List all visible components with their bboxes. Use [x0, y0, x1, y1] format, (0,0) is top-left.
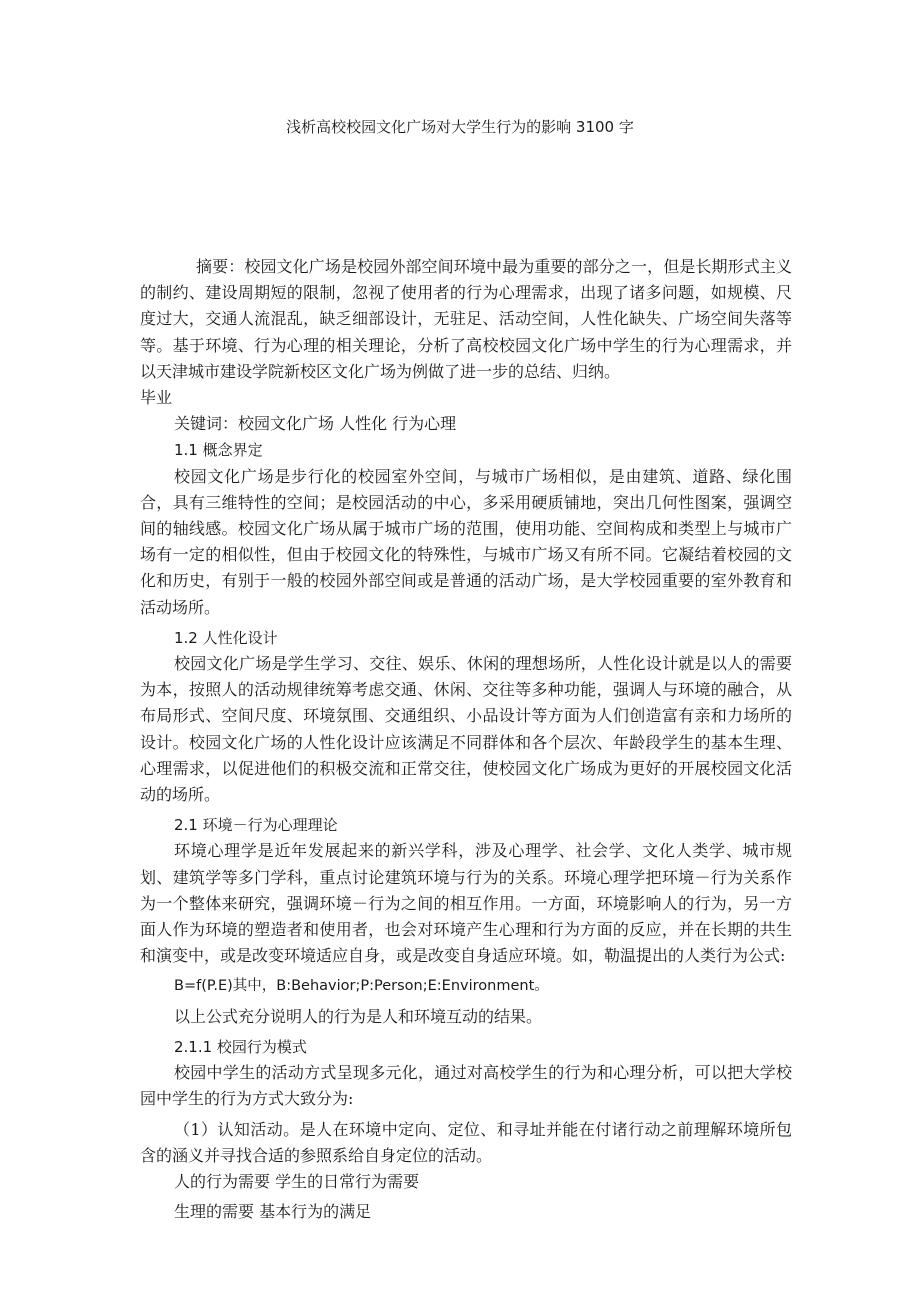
keywords-line: 关键词：校园文化广场 人性化 行为心理: [174, 414, 457, 434]
paragraph-1-2: 校园文化广场是学生学习、交往、娱乐、休闲的理想场所，人性化设计就是以人的需要为本，按照人的活动规律统筹考虑交通、休闲、交往等多种功能，强调人与环境的融合，从布局形式、空间尺度、环境氛围、交通组织、小品设计等方面为人们创造富有亲和力场所的设计。校园文化广场的人性化设计应该满足不同群体和各个层次、年龄段学生的基本生理、心理需求，以促进他们的积极交流和正常交往，使校园文化广场成为更好的开展校园文化活动的场所。: [140, 654, 792, 805]
section-heading-1-1: 1.1 概念界定: [174, 441, 263, 460]
abstract-paragraph: 摘要：校园文化广场是校园外部空间环境中最为重要的部分之一，但是长期形式主义的制约、建设周期短的限制，忽视了使用者的行为心理需求，出现了诸多问题，如规模、尺度过大，交通人流混乱，缺乏细部设计，无驻足、活动空间，人性化缺失、广场空间失落等等。基于环境、行为心理的相关理论，分析了高校校园文化广场中学生的行为心理需求，并以天津城市建设学院新校区文化广场为例做了进一步的总结、归纳。: [140, 257, 792, 381]
paragraph-2-1-1: 校园中学生的活动方式呈现多元化，通过对高校学生的行为和心理分析，可以把大学校园中学生的行为方式大致分为:: [140, 1063, 792, 1109]
paragraph-1-1: 校园文化广场是步行化的校园室外空间，与城市广场相似，是由建筑、道路、绿化围合，具有三维特性的空间；是校园活动的中心，多采用硬质铺地，突出几何性图案，强调空间的轴线感。校园文化广场从属于城市广场的范围，使用功能、空间构成和类型上与城市广场有一定的相似性，但由于校园文化的特殊性，与城市广场又有所不同。它凝结着校园的文化和历史，有别于一般的校园外部空间或是普通的活动广场，是大学校园重要的室外教育和活动场所。: [140, 466, 792, 617]
document-title: 浅析高校校园文化广场对大学生行为的影响 3100 字: [286, 118, 634, 136]
section-heading-2-1-1: 2.1.1 校园行为模式: [174, 1037, 307, 1056]
formula-line: B=f(P.E)其中，B:Behavior;P:Person;E:Environment。: [174, 978, 549, 995]
list-item-1: （1）认知活动。是人在环境中定向、定位、和寻址并能在付诸行动之前理解环境所包含的涵义并寻找合适的参照系给自身定位的活动。: [140, 1119, 792, 1165]
needs-line-a: 人的行为需要 学生的日常行为需要: [174, 1171, 420, 1191]
needs-line-b: 生理的需要 基本行为的满足: [174, 1202, 372, 1222]
paragraph-2-1: 环境心理学是近年发展起来的新兴学科，涉及心理学、社会学、文化人类学、城市规划、建筑学等多门学科，重点讨论建筑环境与行为的关系。环境心理学把环境－行为关系作为一个整体来研究，强调环境－行为之间的相互作用。一方面，环境影响人的行为，另一方面人作为环境的塑造者和使用者，也会对环境产生心理和行为方面的反应，并在长期的共生和演变中，或是改变环境适应自身，或是改变自身适应环境。如，勒温提出的人类行为公式:: [140, 841, 792, 966]
section-heading-2-1: 2.1 环境－行为心理理论: [174, 816, 338, 835]
note-text: 毕业: [140, 388, 173, 408]
document-body: [140, 254, 792, 1225]
section-heading-1-2: 1.2 人性化设计: [174, 628, 278, 647]
formula-note: 以上公式充分说明人的行为是人和环境互动的结果。: [174, 1006, 543, 1026]
